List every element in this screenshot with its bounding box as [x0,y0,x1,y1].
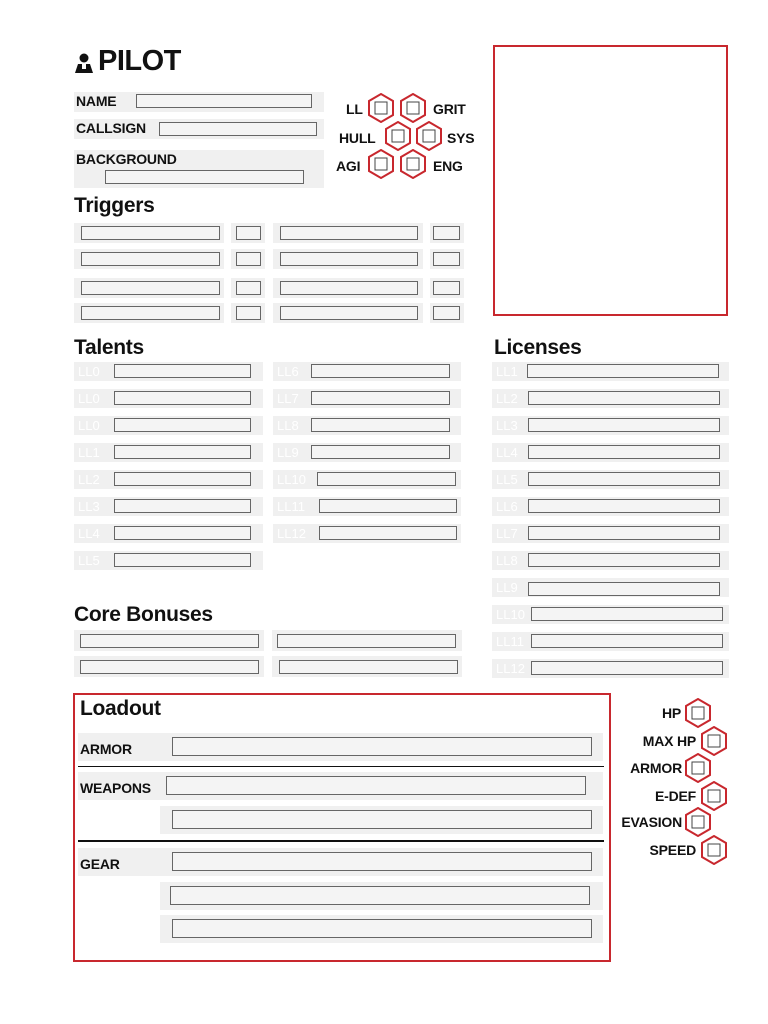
talent-field[interactable] [311,418,450,432]
talent-field[interactable] [319,526,457,540]
speed-hex[interactable] [700,835,728,865]
talent-field[interactable] [114,445,251,459]
license-field[interactable] [528,499,720,513]
ll-label: LL [346,101,363,117]
talent-field[interactable] [114,364,251,378]
license-ll-label: LL12 [496,661,525,676]
talent-field[interactable] [114,391,251,405]
trigger-field[interactable] [433,281,460,295]
hull-hex[interactable] [384,121,412,151]
trigger-field[interactable] [236,226,261,240]
core-bonus-field[interactable] [80,634,259,648]
talent-ll-label: LL2 [78,472,100,487]
talent-field[interactable] [311,364,450,378]
license-ll-label: LL8 [496,553,518,568]
talent-ll-label: LL11 [277,499,305,514]
background-label: BACKGROUND [76,151,177,167]
trigger-field[interactable] [81,281,220,295]
license-field[interactable] [531,661,723,675]
trigger-field[interactable] [81,226,220,240]
license-ll-label: LL11 [496,634,524,649]
talent-ll-label: LL3 [78,499,100,514]
talent-ll-label: LL1 [78,445,100,460]
license-field[interactable] [528,553,720,567]
speed-label: SPEED [649,842,696,858]
max-hp-hex[interactable] [700,726,728,756]
trigger-field[interactable] [433,252,460,266]
portrait-box[interactable] [493,45,728,316]
talent-ll-label: LL4 [78,526,100,541]
trigger-field[interactable] [433,226,460,240]
trigger-field[interactable] [236,252,261,266]
core-bonus-field[interactable] [80,660,259,674]
name-label: NAME [76,93,117,109]
talent-ll-label: LL7 [277,391,299,406]
license-field[interactable] [528,582,720,596]
core-bonus-field[interactable] [279,660,458,674]
e-def-label: E-DEF [654,788,696,804]
license-field[interactable] [531,634,723,648]
loadout-heading: Loadout [80,697,161,720]
loadout-armor-label: ARMOR [80,741,132,757]
license-field[interactable] [528,526,720,540]
agi-label: AGI [336,158,361,174]
trigger-field[interactable] [280,252,418,266]
talent-ll-label: LL9 [277,445,299,460]
trigger-field[interactable] [236,306,261,320]
talent-field[interactable] [311,391,450,405]
agi-hex[interactable] [367,149,395,179]
trigger-field[interactable] [280,226,418,240]
license-field[interactable] [528,418,720,432]
gear-field[interactable] [172,919,592,938]
grit-label: GRIT [433,101,466,117]
talent-field[interactable] [317,472,456,486]
hp-hex[interactable] [684,698,712,728]
page-title: PILOT [98,45,181,77]
license-ll-label: LL3 [496,418,518,433]
evasion-label: EVASION [621,814,682,830]
trigger-field[interactable] [81,252,220,266]
ll-hex[interactable] [367,93,395,123]
license-ll-label: LL10 [496,607,525,622]
weapon-field[interactable] [172,810,592,829]
license-ll-label: LL6 [496,499,518,514]
trigger-field[interactable] [280,281,418,295]
license-field[interactable] [528,445,720,459]
callsign-label: CALLSIGN [76,120,146,136]
talent-field[interactable] [311,445,450,459]
loadout-weapons-label: WEAPONS [80,780,151,796]
talent-field[interactable] [114,472,251,486]
license-ll-label: LL9 [496,580,518,595]
license-ll-label: LL1 [496,364,518,379]
grit-hex[interactable] [399,93,427,123]
sys-hex[interactable] [415,121,443,151]
talent-field[interactable] [114,499,251,513]
background-field[interactable] [105,170,304,184]
talent-field[interactable] [114,553,251,567]
talent-field[interactable] [114,526,251,540]
hull-label: HULL [339,130,376,146]
license-ll-label: LL2 [496,391,518,406]
license-ll-label: LL4 [496,445,518,460]
license-field[interactable] [528,472,720,486]
core-bonus-field[interactable] [277,634,456,648]
loadout-gear-label: GEAR [80,856,120,872]
trigger-field[interactable] [280,306,418,320]
talent-ll-label: LL0 [78,364,100,379]
talent-ll-label: LL0 [78,418,100,433]
talent-ll-label: LL5 [78,553,100,568]
eng-hex[interactable] [399,149,427,179]
talent-field[interactable] [114,418,251,432]
trigger-field[interactable] [236,281,261,295]
callsign-field[interactable] [159,122,317,136]
armor-divider [78,766,604,767]
armor-field[interactable] [172,737,592,756]
talent-ll-label: LL10 [277,472,306,487]
talent-ll-label: LL6 [277,364,299,379]
gear-field[interactable] [170,886,590,905]
talent-ll-label: LL12 [277,526,306,541]
eng-label: ENG [433,158,463,174]
license-field[interactable] [527,364,719,378]
core-bonuses-heading: Core Bonuses [74,603,213,626]
talent-ll-label: LL8 [277,418,299,433]
talent-field[interactable] [319,499,457,513]
weapon-field[interactable] [166,776,586,795]
trigger-field[interactable] [433,306,460,320]
license-ll-label: LL5 [496,472,518,487]
license-field[interactable] [528,391,720,405]
combat-armor-hex[interactable] [684,753,712,783]
hp-label: HP [661,705,681,721]
trigger-field[interactable] [81,306,220,320]
gear-field[interactable] [172,852,592,871]
licenses-heading: Licenses [494,336,582,359]
pilot-person-icon [74,52,94,74]
evasion-hex[interactable] [684,807,712,837]
license-ll-label: LL7 [496,526,518,541]
name-field[interactable] [136,94,312,108]
combat-armor-label: ARMOR [630,760,682,776]
sys-label: SYS [447,130,475,146]
talents-heading: Talents [74,336,144,359]
max-hp-label: MAX HP [642,733,696,749]
talent-ll-label: LL0 [78,391,100,406]
triggers-heading: Triggers [74,194,155,217]
license-field[interactable] [531,607,723,621]
weapons-divider [78,840,604,842]
